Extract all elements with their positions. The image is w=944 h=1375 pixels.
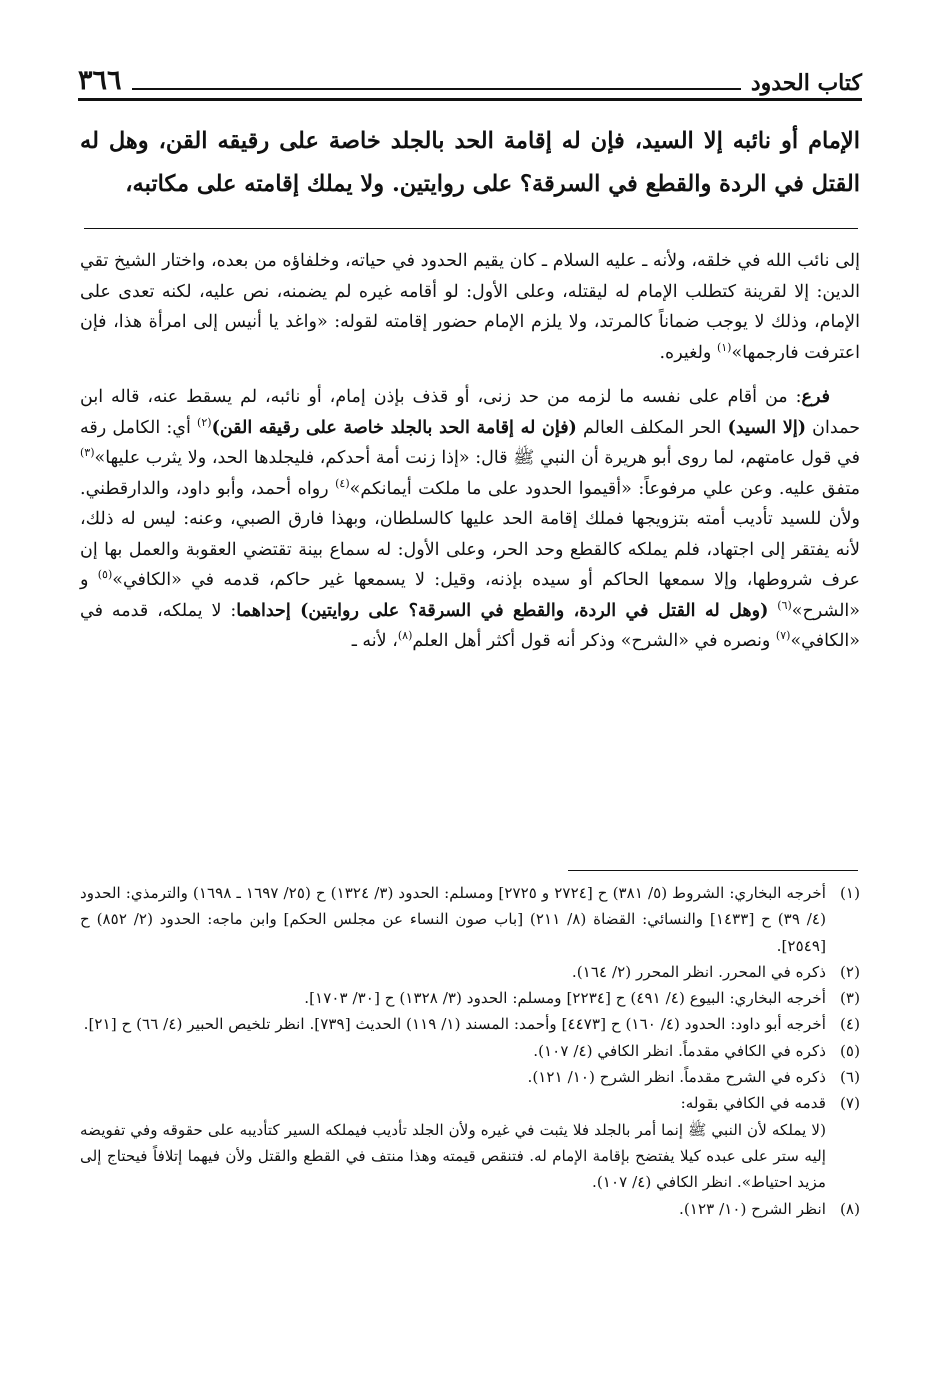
far-heading: فرع bbox=[801, 387, 830, 407]
page-number: ٣٦٦ bbox=[78, 65, 122, 96]
commentary-text: الحر المكلف العالم bbox=[576, 417, 728, 438]
matn-quote: (وهل له القتل في الردة، والقطع في السرقة؟ على روايتين) إحداهما bbox=[236, 600, 769, 621]
footnote-ref[interactable]: (٢) bbox=[197, 415, 212, 429]
commentary-text: ، لأنه ـ bbox=[351, 631, 398, 651]
footnote bbox=[80, 959, 860, 985]
commentary-text: و «الشرح» bbox=[80, 570, 860, 621]
footnote-text: ذكره في المحرر. انظر المحرر (٢/ ١٦٤). bbox=[571, 962, 826, 981]
commentary-text: ونصره في «الشرح» وذكر أنه قول أكثر أهل العلم bbox=[412, 631, 776, 651]
footnote-text: انظر الشرح (١٠/ ١٢٣). bbox=[679, 1199, 826, 1218]
commentary-text bbox=[768, 601, 777, 621]
footnote bbox=[80, 880, 860, 959]
footnote-ref[interactable]: (٣) bbox=[80, 446, 95, 460]
footnote bbox=[80, 1064, 860, 1090]
footnote-quote: (لا يملكه لأن النبي ﷺ إنما أمر بالجلد فلا يثبت في غيره ولأن الجلد تأديب فيملكه السير كتأديبه على حقوقه وفي تفويضه إليه ستر على عبده كيلا يفتضح بإقامة الإمام له. فتنقص قيمته وهذا منتف في القطع والقتل ولأن فيهما إتلافاً فيحتاج إلى مزيد احتياط». انظر الكافي (٤/ ١٠٧). bbox=[80, 1120, 826, 1192]
commentary-text: رواه أحمد، وأبو داود، والدارقطني. ولأن للسيد تأديب أمته بتزويجها فملك إقامة الحد عليها كالسلطان، وبهذا فارق الصبي، وعنه: ليس له ذلك، لأنه يفتقر إلى اجتهاد، فلم يملكه كالقطع وحد الحر، وعلى الأول: له سماع بينة تقتضي العقوبة والعمل بها إن عرف شروطها، وإلا سمعها الحاكم أو سيده بإذنه، وقيل: لا يسمعها غير حاكم، قدمه في «الكافي» bbox=[80, 478, 860, 590]
footnotes bbox=[80, 880, 860, 1222]
footnote-separator bbox=[568, 870, 858, 871]
footnote bbox=[80, 1090, 860, 1195]
matn-quote: (فإن له إقامة الحد بالجلد خاصة على رقيقه القن) bbox=[211, 417, 577, 438]
commentary-text: : من أقام على نفسه ما لزمه من حد زنى، أو قذف بإذن إمام، أو نائبه، لم يسقط عنه، قاله ابن حمدان bbox=[80, 387, 861, 438]
footnote-ref[interactable]: (٧) bbox=[775, 629, 791, 643]
commentary-paragraph bbox=[80, 246, 860, 368]
footnote bbox=[80, 985, 860, 1011]
footnote-text bbox=[80, 1090, 826, 1195]
footnote-number: (٥) bbox=[839, 1041, 860, 1060]
footnote-text: أخرجه أبو داود: الحدود (٤/ ١٦٠) ح [٤٤٧٣] وأحمد: المسند (١/ ١١٩) الحديث [٧٣٩]. انظر تلخيص الحبير (٤/ ٦٦) ح [٢١]. bbox=[83, 1015, 826, 1034]
footnote bbox=[80, 1038, 860, 1064]
header-rule bbox=[132, 88, 741, 90]
matn-quote: (إلا السيد) bbox=[727, 417, 806, 438]
commentary-text: أي: الكامل رقه في قول عامتهم، لما روى أبو هريرة أن النبي ﷺ قال: «إذا زنت أمة أحدكم، فليجلدها الحد، ولا يثرب عليها» bbox=[80, 417, 860, 468]
footnote bbox=[80, 1011, 860, 1037]
footnote-number: (٣) bbox=[839, 989, 860, 1008]
footnote-ref[interactable]: (٥) bbox=[97, 568, 113, 582]
footnote-text: ذكره في الكافي مقدماً. انظر الكافي (٤/ ١٠٧). bbox=[533, 1041, 826, 1060]
matn-text: الإمام أو نائبه إلا السيد، فإن له إقامة الحد بالجلد خاصة على رقيقه القن، وهل له القتل في الردة والقطع في السرقة؟ على روايتين. ولا يملك إقامته على مكاتبه، bbox=[80, 128, 860, 197]
commentary-text: ولغيره. bbox=[659, 342, 717, 363]
footnote bbox=[80, 1196, 860, 1222]
header-divider bbox=[78, 98, 862, 101]
footnote-ref[interactable]: (٨) bbox=[397, 629, 413, 643]
footnote-number: (٧) bbox=[839, 1094, 860, 1113]
footnote-number: (٨) bbox=[839, 1199, 860, 1218]
footnote-number: (١) bbox=[839, 884, 860, 902]
footnote-text: ذكره في الشرح مقدماً. انظر الشرح (١٠/ ١٢١). bbox=[527, 1068, 826, 1087]
commentary-text: إلى نائب الله في خلقه، ولأنه ـ عليه السلام ـ كان يقيم الحدود في حياته، وخلفاؤه من بعده، واختار الشيخ تقي الدين: إلا لقرينة كتطلب الإمام له ليقتله، وعلى الأول: لو أقامه غيره لم يضمنه، نص عليه، لكنه تعدى على الإمام، وذلك لا يوجب ضماناً كالمرتد، ولا يلزم الإمام حضور إقامته لقوله: «واغد يا أنيس إلى امرأة هذا، فإن اعترفت فارجمها» bbox=[80, 251, 860, 363]
footnote-ref[interactable]: (٦) bbox=[777, 598, 792, 612]
footnote-intro: قدمه في الكافي بقوله: bbox=[680, 1094, 826, 1113]
footnote-number: (٤) bbox=[839, 1015, 860, 1034]
commentary bbox=[80, 246, 860, 657]
footnote-ref[interactable]: (١) bbox=[716, 340, 732, 354]
footnote-text: أخرجه البخاري: البيوع (٤/ ٤٩١) ح [٢٢٣٤] ومسلم: الحدود (٣/ ١٣٢٨) ح [٣٠/ ١٧٠٣]. bbox=[304, 989, 826, 1008]
footnote-number: (٢) bbox=[839, 962, 860, 981]
footnote-text: أخرجه البخاري: الشروط (٥/ ٣٨١) ح [٢٧٢٤ و ٢٧٢٥] ومسلم: الحدود (٣/ ١٣٢٤) ح (٢٥/ ١٦٩٧ ـ ١٦٩٨) والترمذي: الحدود (٤/ ٣٩) ح [١٤٣٣] والنسائي: القضاة (٨/ ٢١١) [باب صون النساء عن مجلس الحكم] وابن ماجه: الحدود (٢/ ٨٥٢) ح [٢٥٤٩]. bbox=[80, 884, 827, 955]
commentary-text: متفق عليه. وعن علي مرفوعاً: «أقيموا الحدود على ما ملكت أيمانكم» bbox=[349, 478, 860, 499]
commentary-text: : لا يملكه، قدمه في «الكافي» bbox=[80, 600, 860, 651]
page-header bbox=[78, 58, 862, 98]
footnote-number: (٦) bbox=[839, 1068, 860, 1087]
commentary-paragraph bbox=[80, 382, 860, 657]
running-title: كتاب الحدود bbox=[750, 70, 862, 96]
footnote-ref[interactable]: (٤) bbox=[335, 476, 350, 490]
matn-divider bbox=[84, 228, 858, 229]
